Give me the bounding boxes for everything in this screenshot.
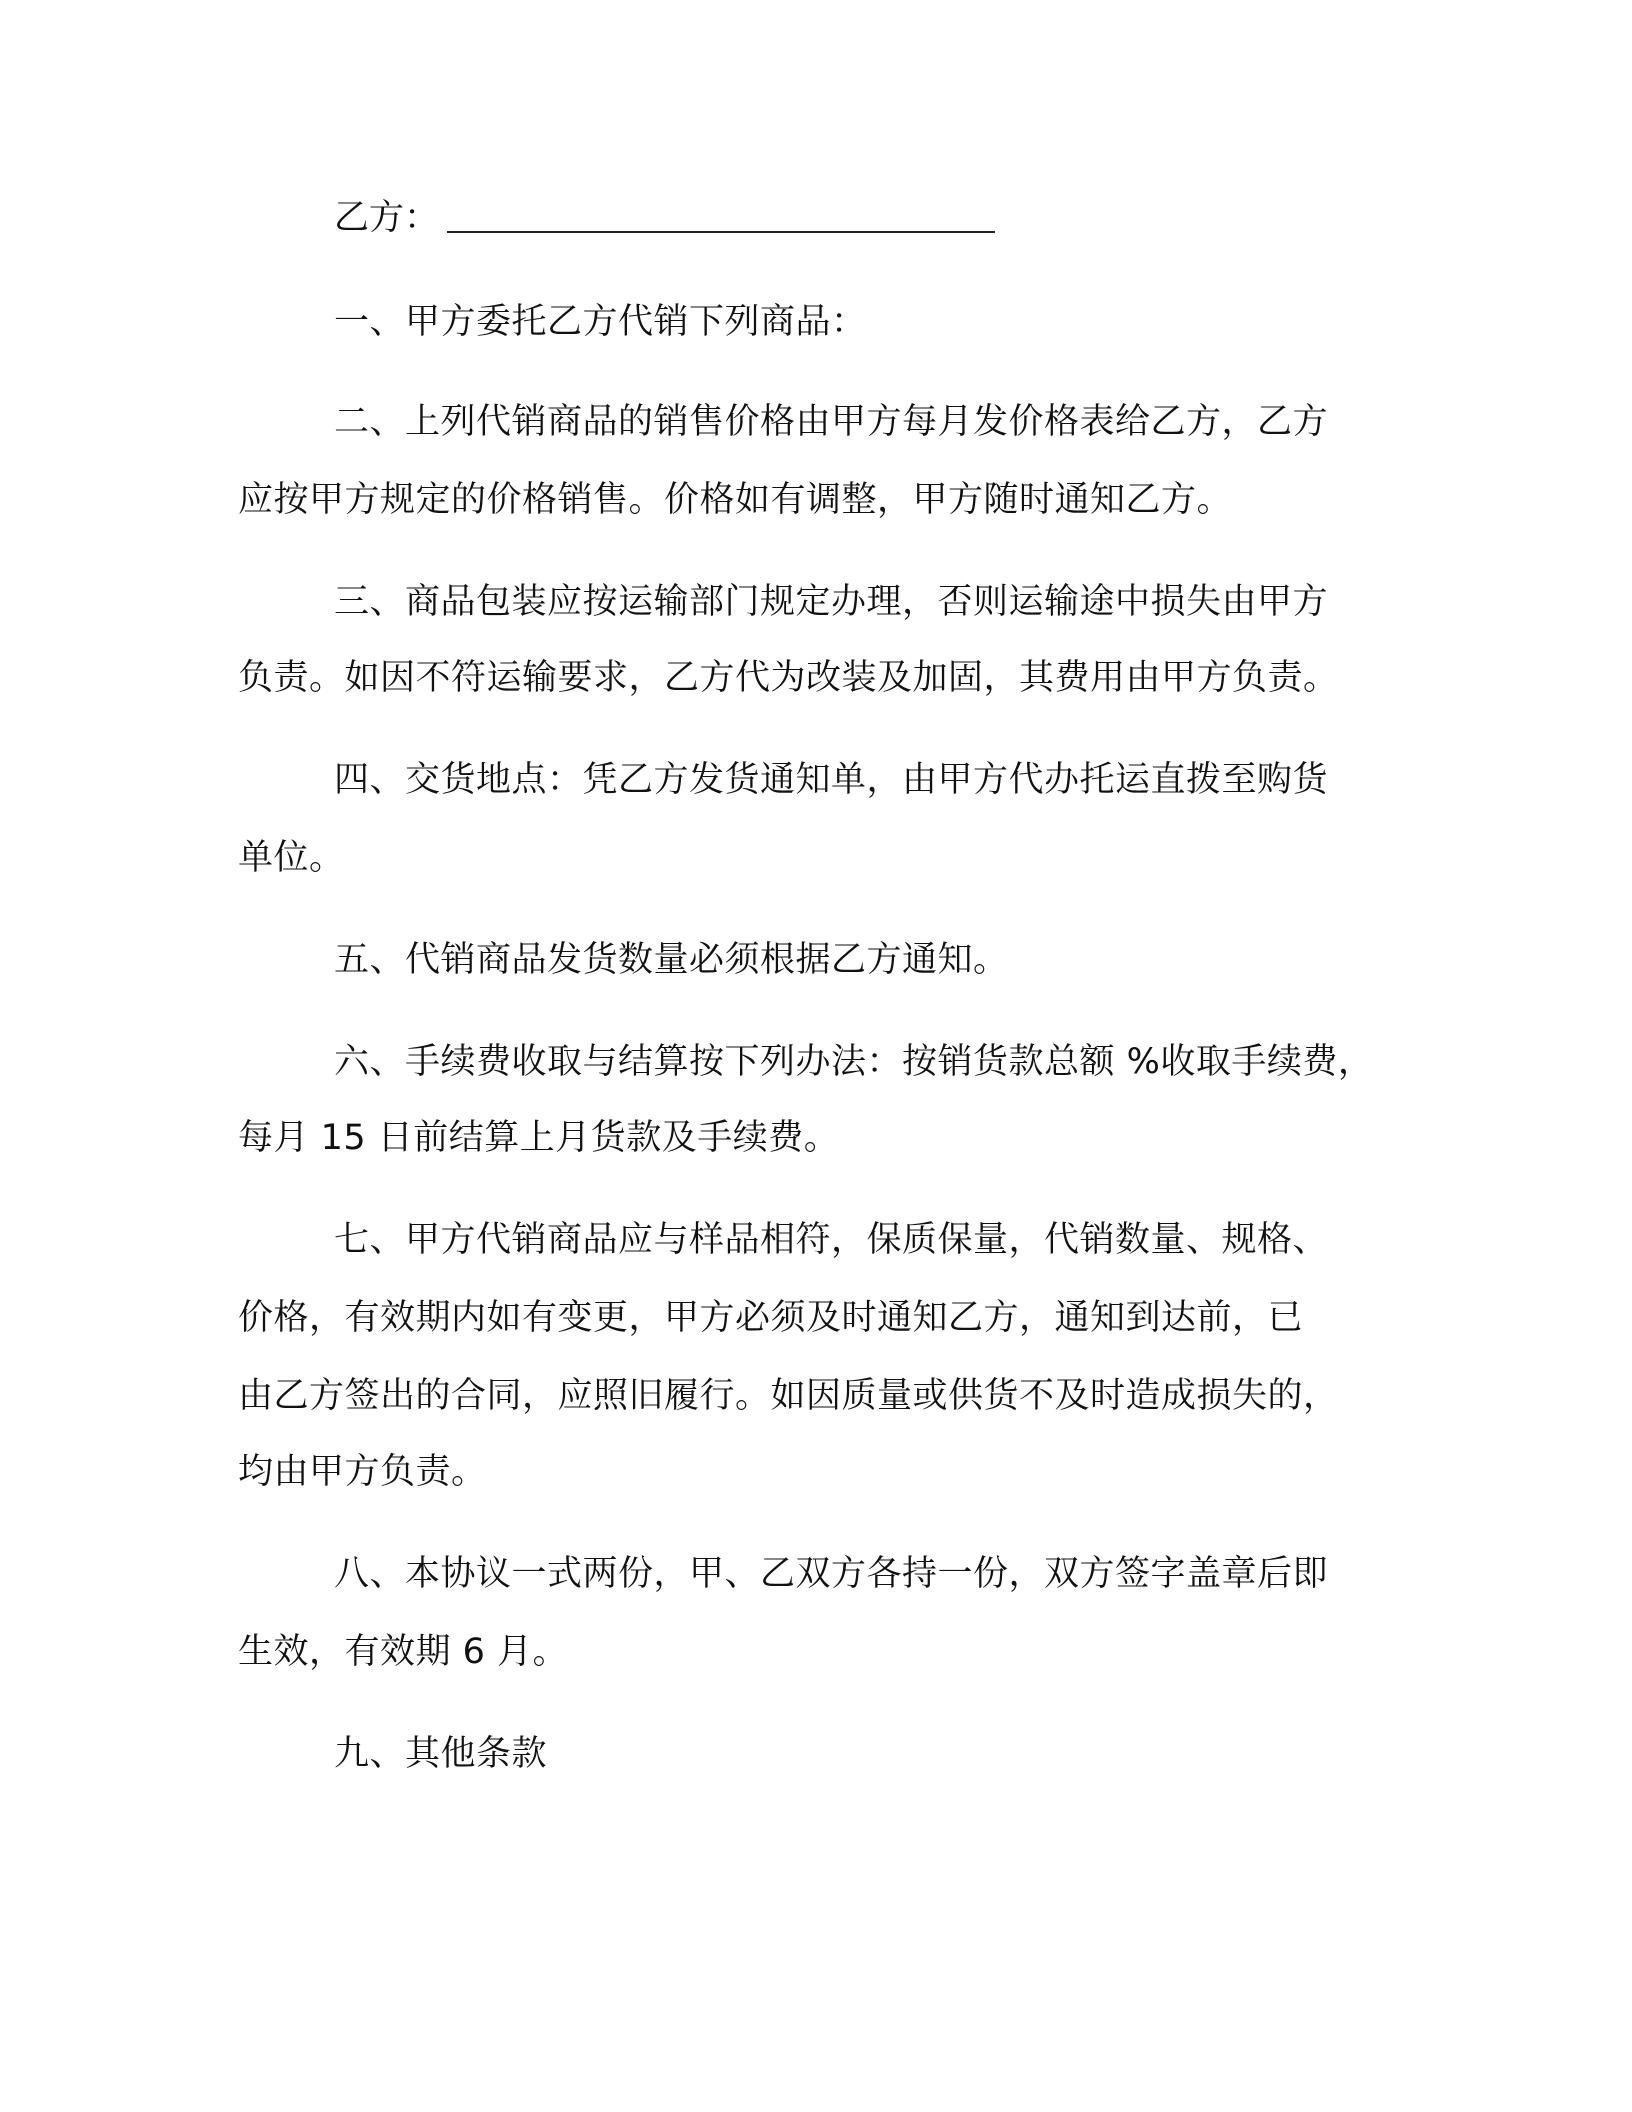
clause-1-line-1: 一、甲方委托乙方代销下列商品： — [334, 302, 867, 342]
clause-2-line-1: 二、上列代销商品的销售价格由甲方每月发价格表给乙方，乙方 — [334, 402, 1329, 442]
clause-6-line-1: 六、手续费收取与结算按下列办法：按销货款总额 %收取手续费， — [334, 1042, 1374, 1082]
clause-3-line-1: 三、商品包装应按运输部门规定办理，否则运输途中损失由甲方 — [334, 582, 1329, 622]
clause-4-line-2: 单位。 — [238, 838, 345, 878]
clause-5-line-1: 五、代销商品发货数量必须根据乙方通知。 — [334, 940, 1009, 980]
clause-9-line-1: 九、其他条款 — [334, 1734, 548, 1774]
clause-7-line-4: 均由甲方负责。 — [238, 1452, 487, 1492]
clause-3-line-2: 负责。如因不符运输要求，乙方代为改装及加固，其费用由甲方负责。 — [238, 658, 1339, 698]
clause-2-line-2: 应按甲方规定的价格销售。价格如有调整，甲方随时通知乙方。 — [238, 480, 1233, 520]
clause-7-line-3: 由乙方签出的合同，应照旧履行。如因质量或供货不及时造成损失的， — [238, 1376, 1339, 1416]
party-b-blank — [447, 231, 995, 233]
clause-6-line-2: 每月 15 日前结算上月货款及手续费。 — [238, 1118, 840, 1158]
clause-8-line-1: 八、本协议一式两份，甲、乙双方各持一份，双方签字盖章后即 — [334, 1554, 1329, 1594]
clause-7-line-1: 七、甲方代销商品应与样品相符，保质保量，代销数量、规格、 — [334, 1220, 1329, 1260]
party-b-line — [334, 196, 995, 240]
party-b-label: 乙方： — [334, 198, 440, 238]
clause-4-line-1: 四、交货地点：凭乙方发货通知单，由甲方代办托运直拨至购货 — [334, 760, 1329, 800]
clause-8-line-2: 生效，有效期 6 月。 — [238, 1632, 569, 1672]
clause-7-line-2: 价格，有效期内如有变更，甲方必须及时通知乙方，通知到达前，已 — [238, 1298, 1304, 1338]
